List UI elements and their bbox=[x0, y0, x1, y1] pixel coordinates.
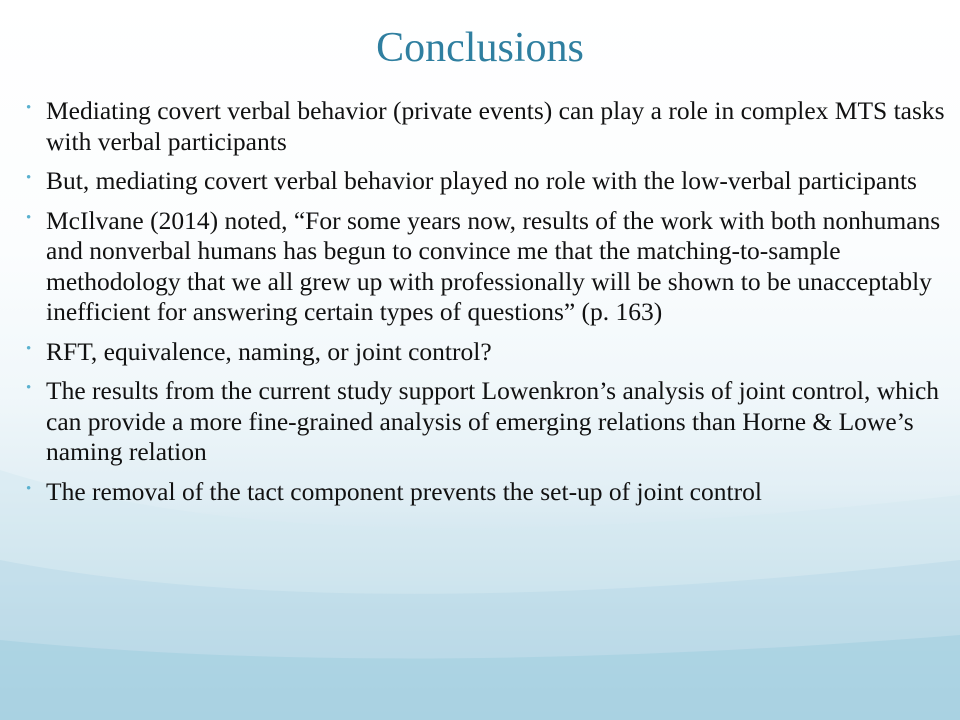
bullet-text: McIlvane (2014) noted, “For some years now, results of the work with both nonhumans and nonverbal humans has begun to convince me that the matching-to-sample methodology that we all grew up with professionally will be shown to be unacceptably inefficient for answering certain types of questions” (p. 163) bbox=[46, 205, 941, 326]
bullet-dot-icon: • bbox=[26, 480, 32, 497]
bullet-item bbox=[26, 96, 956, 157]
bullet-item bbox=[26, 376, 956, 468]
bullet-dot-icon: • bbox=[26, 209, 32, 226]
bullet-item bbox=[26, 337, 956, 368]
bullet-dot-icon: • bbox=[26, 340, 32, 357]
bullet-item bbox=[26, 477, 956, 508]
bullet-text: The results from the current study support Lowenkron’s analysis of joint control, which can provide a more fine-grained analysis of emerging relations than Horne & Lowe’s naming relation bbox=[46, 376, 940, 466]
bullet-list bbox=[26, 96, 956, 516]
bullet-item bbox=[26, 166, 956, 197]
bullet-dot-icon: • bbox=[26, 380, 32, 396]
slide-title: Conclusions bbox=[376, 25, 584, 71]
bullet-text: The removal of the tact component prevents the set-up of joint control bbox=[46, 476, 762, 506]
bullet-dot-icon: • bbox=[26, 100, 32, 116]
bullet-text: But, mediating covert verbal behavior played no role with the low-verbal participants bbox=[46, 166, 917, 195]
bullet-text: RFT, equivalence, naming, or joint control? bbox=[46, 336, 492, 366]
bullet-item bbox=[26, 206, 956, 328]
bullet-text: Mediating covert verbal behavior (private events) can play a role in complex MTS tasks with verbal participants bbox=[46, 96, 945, 156]
bullet-dot-icon: • bbox=[26, 170, 32, 186]
